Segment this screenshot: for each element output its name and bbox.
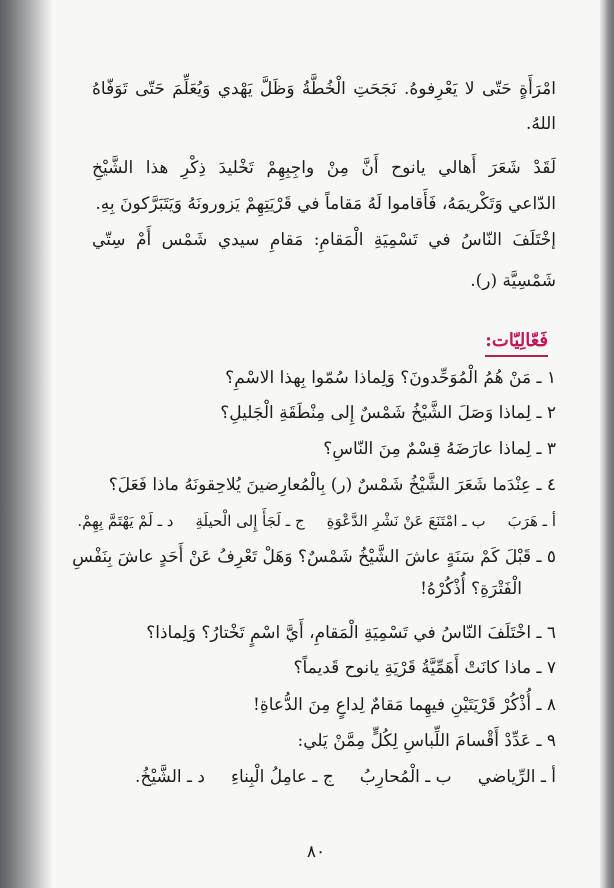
paragraph-3-line-1: إخْتَلَفَ النّاسُ في تَسْمِيَةِ الْمَقامِ: مَقامِ سيدي شَمْس أَمْ سِتّي — [92, 230, 556, 250]
question-1: ١ ـ مَنْ هُمُ الْمُوَحِّدونَ؟ وَلِماذا سُمّوا بِهذا الاسْمِ؟ — [225, 368, 556, 388]
option-c: ج ـ لَجَأَ إِلى الْحيلَةِ — [195, 512, 305, 530]
paragraph-3-line-2: شَمْسِيَّة (ر). — [470, 271, 556, 291]
question-9-options — [92, 766, 556, 788]
option-b: ب ـ امْتَنَعَ عَنْ نَشْرِ الدَّعْوَةِ — [326, 512, 486, 530]
paragraph-2-line-2: الدّاعي وَتَكْريمَهُ، فَأَقاموا لَهُ مَقاماً في قَرْيَتِهِمْ يَزورونَهُ وَيَتَبَرَّكونَ بِهِ. — [95, 194, 556, 214]
question-5-line-2: الْفَتْرَةِ؟ أُذْكُرْهُ! — [420, 579, 522, 599]
activities-heading: فَعّالِيّات: — [485, 330, 548, 357]
question-3: ٣ ـ لِماذا عارَضَهُ قِسْمٌ مِنَ النّاسِ؟ — [323, 439, 556, 459]
question-5-line-1: ٥ ـ قَبْلَ كَمْ سَنَةٍ عاشَ الشَّيْخُ شَمْسٌ؟ وَهَلْ تَعْرِفُ عَنْ أَحَدٍ عاشَ بِنَفْسِ — [72, 547, 556, 567]
question-8: ٨ ـ أُذْكُرْ قَرْيَتَيْنِ فيهِما مَقامٌ لِداعٍ مِنَ الدُّعاةِ! — [253, 695, 556, 715]
paragraph-2-line-1: لَقَدْ شَعَرَ أَهالي يانوح أَنَّ مِنْ واجِبِهِمْ تَخْليدَ ذِكْرِ هذا الشَّيْخِ — [92, 158, 556, 178]
option-c: ج ـ عامِلُ الْبِناءِ — [230, 767, 334, 787]
option-d: د ـ لَمْ يَهْتَمَّ بِهِمْ. — [77, 512, 174, 530]
question-9: ٩ ـ عَدِّدْ أَقْسامَ اللِّباسِ لِكُلٍّ مِمَّنْ يَلي: — [297, 731, 556, 751]
question-7: ٧ ـ ماذا كانَتْ أَهَمِّيَّةُ قَرْيَةِ يانوح قَديماً؟ — [293, 658, 556, 678]
question-4-options — [77, 510, 556, 532]
paragraph-1-line-1: امْرَأَةٍ حَتّى لا يَعْرِفوهُ. نَجَحَتِ الْخُطَّةُ وَظَلَّ يَهْدي وَيُعَلِّمَ حَتّى تَوَفّاهُ — [92, 79, 556, 99]
paragraph-1-line-2: اللهُ. — [525, 114, 556, 134]
question-6: ٦ ـ اخْتَلَفَ النّاسُ في تَسْمِيَةِ الْمَقامِ، أَيَّ اسْمٍ تَخْتارُ؟ وَلِماذا؟ — [146, 623, 556, 643]
page-number: ٨٠ — [306, 842, 326, 862]
option-a: أ ـ هَرَبَ — [507, 512, 556, 530]
option-a: أ ـ الرِّياضي — [477, 767, 556, 787]
question-2: ٢ ـ لِماذا وَصَلَ الشَّيْخُ شَمْسٌ إِلى مِنْطَقَةِ الْجَليلِ؟ — [220, 403, 556, 423]
option-b: ب ـ الْمُحارِبُ — [359, 767, 452, 787]
book-page — [40, 0, 592, 888]
option-d: د ـ الشَّيْخُ. — [135, 767, 205, 787]
page-edge — [600, 0, 614, 888]
question-4: ٤ ـ عِنْدَما شَعَرَ الشَّيْخُ شَمْسٌ (ر) بِالْمُعارِضينَ يُلاحِقونَهُ ماذا فَعَلَ؟ — [108, 475, 556, 495]
